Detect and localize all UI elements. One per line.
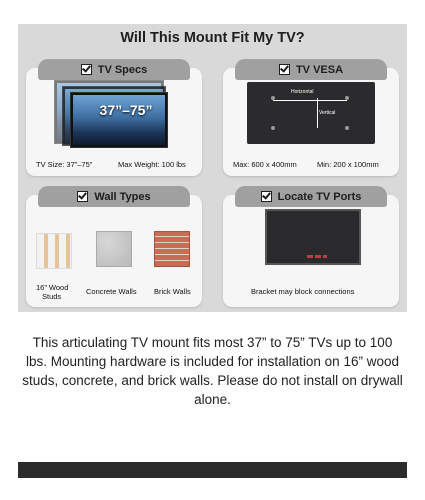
tv-small	[70, 92, 168, 148]
bottom-bar	[18, 462, 407, 478]
brick-caption: Brick Walls	[154, 287, 191, 296]
checkbox-icon	[81, 64, 92, 75]
checkbox-icon	[77, 191, 88, 202]
tv-back-illustration	[247, 82, 375, 144]
checkbox-icon	[279, 64, 290, 75]
product-description: This articulating TV mount fits most 37” to 75” TVs up to 100 lbs. Mounting hardware is included for installation on 16” wood studs, concrete, and brick walls. Please do not install on drywall alone.	[22, 335, 403, 407]
infographic-title: Will This Mount Fit My TV?	[120, 30, 305, 46]
wood-caption-line2: Studs	[42, 292, 62, 301]
tv-vesa-label: TV VESA	[295, 63, 344, 76]
brick-swatch	[154, 231, 190, 267]
vesa-min-caption: Min: 200 x 100mm	[317, 160, 379, 169]
vesa-max-caption: Max: 600 x 400mm	[233, 160, 297, 169]
wall-types-card	[26, 190, 202, 307]
vertical-label: Vertical	[319, 110, 336, 116]
wall-types-tab	[38, 186, 190, 207]
concrete-swatch	[96, 231, 132, 267]
horizontal-label: Horizontal	[291, 89, 314, 95]
wall-types-label: Wall Types	[94, 190, 151, 203]
fit-infographic	[18, 24, 407, 312]
wood-stud-swatch	[36, 233, 72, 269]
tv-ports-label: Locate TV Ports	[277, 190, 362, 203]
ports-caption: Bracket may block connections	[251, 287, 355, 296]
tv-size-range: 37”–75”	[99, 102, 153, 118]
tv-size-caption: TV Size: 37”–75”	[36, 160, 93, 169]
max-weight-caption: Max Weight: 100 lbs	[118, 160, 186, 169]
tv-vesa-card	[223, 63, 399, 176]
tv-specs-tab	[38, 59, 190, 80]
tv-ports-tab	[235, 186, 387, 207]
tv-vesa-tab	[235, 59, 387, 80]
checkbox-icon	[261, 191, 272, 202]
tv-specs-card	[26, 63, 202, 176]
concrete-caption: Concrete Walls	[86, 287, 137, 296]
tv-ports-illustration	[265, 209, 361, 265]
tv-specs-label: TV Specs	[97, 63, 148, 76]
tv-ports-card	[223, 190, 399, 307]
tv-sizes-illustration	[54, 80, 174, 148]
wood-caption-line1: 16” Wood	[36, 283, 69, 292]
